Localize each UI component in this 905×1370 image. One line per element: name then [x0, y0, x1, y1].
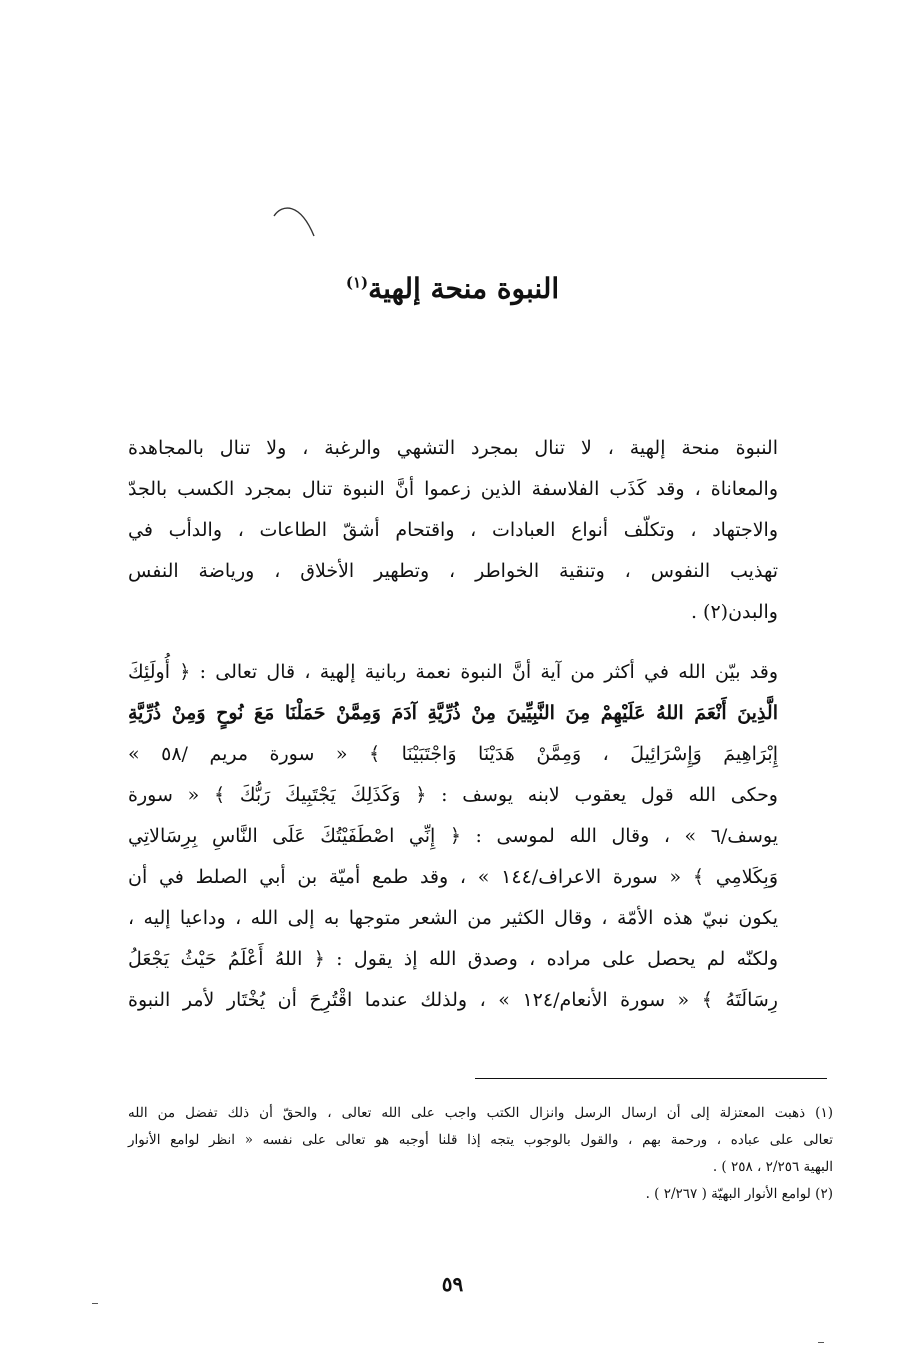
scan-speck	[818, 1342, 824, 1343]
paragraph-line: النبوة منحة إلهية ، لا تنال بمجرد التشهي والرغبة ، ولا تنال بالمجاهدة	[128, 437, 778, 459]
footnote-line: تعالى على عباده ، ورحمة بهم ، والقول بالوجوب يتجه إذا قلنا أوجبه هو تعالى على نفسه « انظر لوامع الأنوار	[128, 1132, 833, 1148]
footnote-separator	[475, 1078, 827, 1079]
margin-pencil-mark	[270, 200, 318, 242]
paragraph-line: والبدن(٢) .	[690, 601, 778, 623]
quran-verse-line: الَّذِينَ أَنْعَمَ اللهُ عَلَيْهِمْ مِنَ النَّبِيِّينَ مِنْ ذُرِّيَّةِ آدَمَ وَمِمَّنْ حَمَلْنَا مَعَ نُوحٍ وَمِنْ ذُرِّيَّةِ	[128, 702, 778, 724]
paragraph-2	[128, 652, 778, 1021]
paragraph-line: يكون نبيّ هذه الأمّة ، وقال الكثير من الشعر متوجها به إلى الله ، وداعيا إليه ،	[128, 907, 778, 929]
page-number: ٥٩	[441, 1272, 464, 1296]
paragraph-line: ولكنّه لم يحصل على مراده ، وصدق الله إذ يقول : ﴿ اللهُ أَعْلَمُ حَيْثُ يَجْعَلُ	[128, 948, 778, 970]
paragraph-line: والمعاناة ، وقد كَذَب الفلاسفة الذين زعموا أنَّ النبوة تنال بمجرد الكسب بالجدّ	[128, 478, 778, 500]
paragraph-line: رِسَالَتَهُ ﴾ « سورة الأنعام/١٢٤ » ، ولذلك عندما اقْتُرِحَ أن يُخْتَار لأمر النبوة	[128, 989, 778, 1011]
chapter-title-text: النبوة منحة إلهية	[368, 272, 560, 305]
paragraph-line: تهذيب النفوس ، وتنقية الخواطر ، وتطهير الأخلاق ، ورياضة النفس	[128, 560, 778, 582]
chapter-title	[0, 272, 905, 305]
scan-speck	[92, 1303, 98, 1304]
paragraph-line: يوسف/٦ » ، وقال الله لموسى : ﴿ إِنِّي اصْطَفَيْتُكَ عَلَى النَّاسِ بِرِسَالاتِي	[128, 825, 778, 847]
footnote-line: (١) ذهبت المعتزلة إلى أن ارسال الرسل وانزال الكتب واجب على الله تعالى ، والحقّ أن ذلك تفضل من الله	[128, 1105, 833, 1121]
paragraph-line: إِبْرَاهِيمَ وَإِسْرَائِيلَ ، وَمِمَّنْ هَدَيْنَا وَاجْتَبَيْنَا ﴾ « سورة مريم /٥٨ »	[128, 743, 778, 765]
paragraph-1	[128, 428, 778, 633]
paragraph-line: وَبِكَلامِي ﴾ « سورة الاعراف/١٤٤ » ، وقد طمع أميّة بن أبي الصلط في أن	[128, 866, 778, 888]
title-footnote-ref: (١)	[345, 273, 369, 292]
paragraph-line: وقد بيّن الله في أكثر من آية أنَّ النبوة نعمة ربانية إلهية ، قال تعالى : ﴿ أُولَئِكَ	[128, 661, 778, 683]
footnote-line: البهية ٢/٢٥٦ ، ٢٥٨ ) .	[712, 1159, 833, 1175]
paragraph-line: والاجتهاد ، وتكلّف أنواع العبادات ، واقتحام أشقّ الطاعات ، والدأب في	[128, 519, 778, 541]
paragraph-line: وحكى الله قول يعقوب لابنه يوسف : ﴿ وَكَذَلِكَ يَجْتَبِيكَ رَبُّكَ ﴾ « سورة	[128, 784, 778, 806]
footnotes	[128, 1100, 833, 1208]
footnote-line: (٢) لوامع الأنوار البهيّة ( ٢/٢٦٧ ) .	[645, 1186, 833, 1202]
